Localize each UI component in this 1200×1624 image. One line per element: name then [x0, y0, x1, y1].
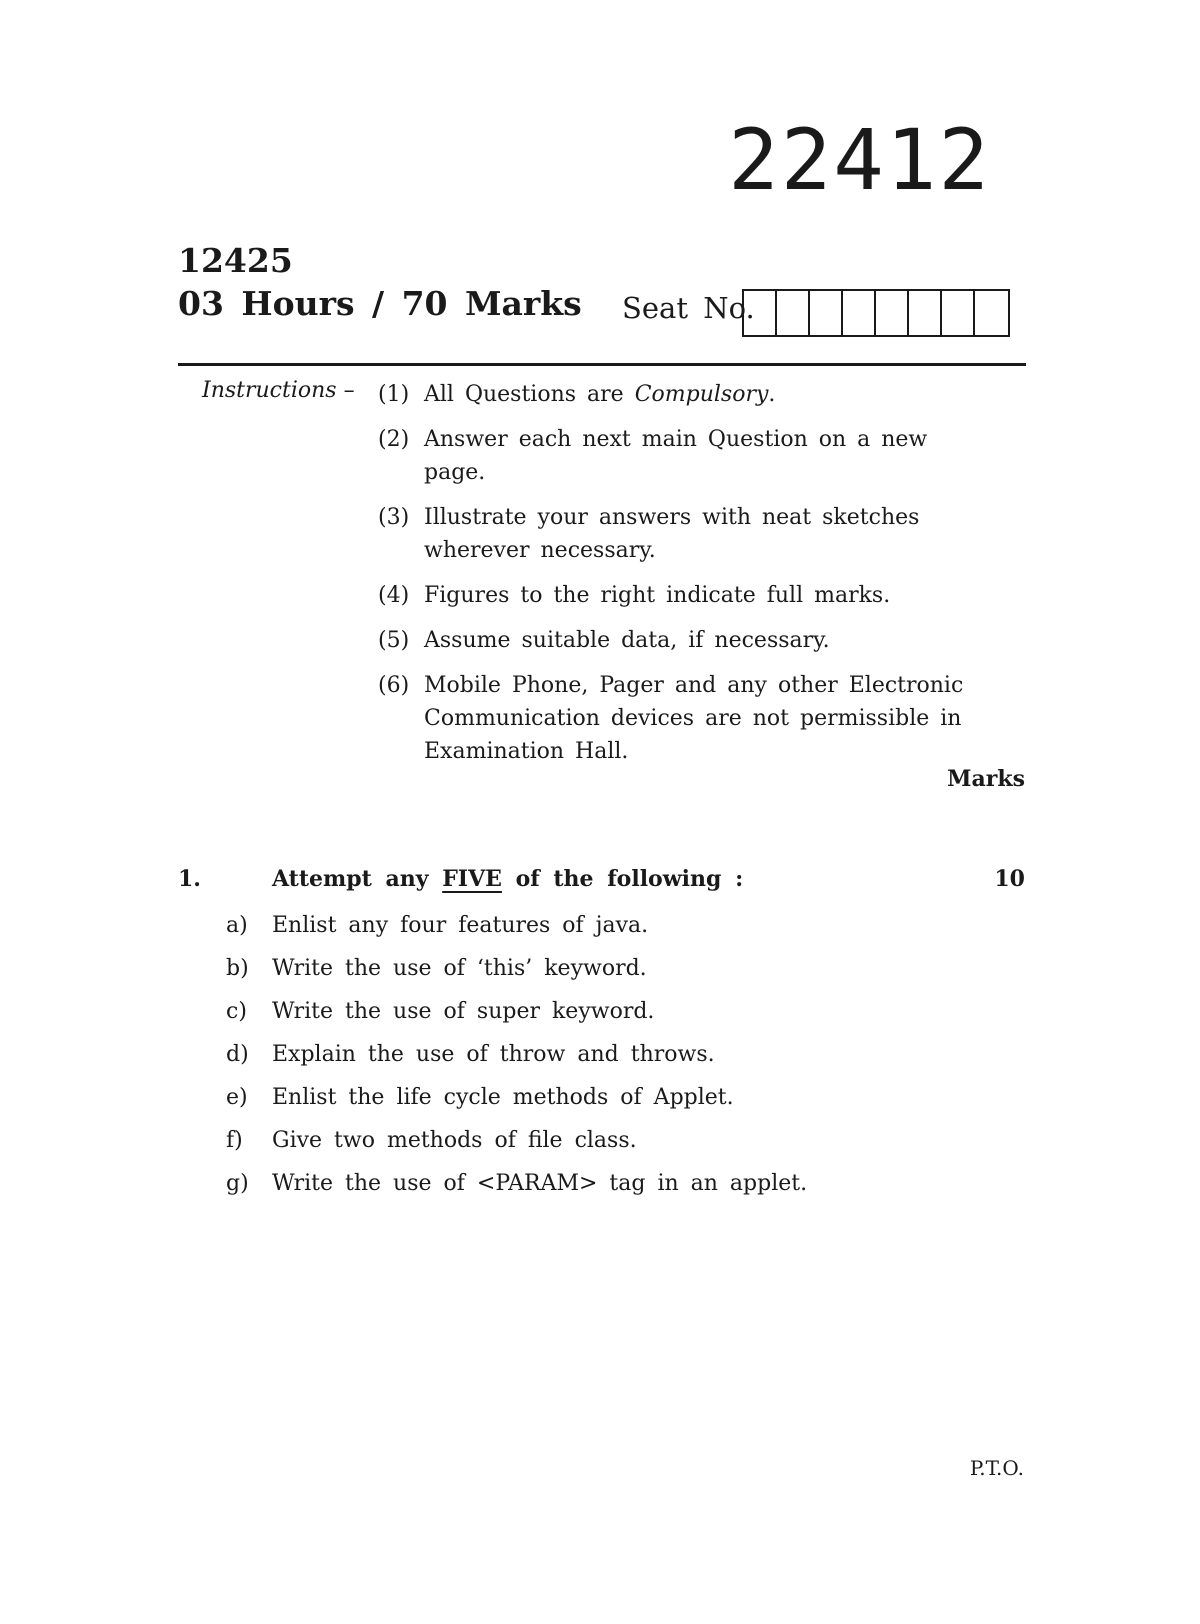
question-number: 1.: [178, 866, 201, 892]
part-text: Explain the use of throw and throws.: [272, 1042, 715, 1067]
instruction-text-part: All Questions are: [424, 382, 635, 407]
seat-box[interactable]: [843, 291, 876, 335]
part-label: f): [226, 1128, 243, 1153]
instruction-number: (4): [378, 583, 410, 608]
instructions-heading: Instructions –: [202, 378, 355, 403]
please-turn-over: P.T.O.: [969, 1456, 1024, 1480]
part-text: Write the use of super keyword.: [272, 999, 655, 1024]
question-title-part: of the following :: [501, 866, 744, 892]
instruction-text: Answer each next main Question on a new page.: [424, 427, 928, 485]
seat-box[interactable]: [942, 291, 975, 335]
part-label: c): [226, 999, 247, 1024]
instruction-text: Illustrate your answers with neat sketches wherever necessary.: [424, 505, 920, 563]
question-part: [226, 947, 986, 990]
instruction-text: [424, 378, 998, 411]
question-parts-list: [226, 904, 986, 1205]
instruction-item: [378, 501, 998, 567]
seat-box[interactable]: [744, 291, 777, 335]
question-part: [226, 1119, 986, 1162]
question-part: [226, 904, 986, 947]
instruction-number: (3): [378, 505, 410, 530]
header-divider: [178, 363, 1026, 366]
part-text: Write the use of <PARAM> tag in an applet.: [272, 1171, 808, 1196]
part-label: g): [226, 1171, 249, 1196]
question-title: [272, 868, 743, 890]
instruction-item: [378, 669, 998, 768]
question-title-part: Attempt any: [272, 866, 443, 892]
instruction-item: [378, 579, 998, 612]
instruction-item: [378, 378, 998, 411]
question-part: [226, 1162, 986, 1205]
seat-number-boxes[interactable]: [742, 289, 1010, 337]
subject-code: 22412: [728, 111, 991, 209]
seat-box[interactable]: [876, 291, 909, 335]
seat-number-label: Seat No.: [622, 291, 755, 325]
seat-box[interactable]: [975, 291, 1008, 335]
instruction-item: [378, 624, 998, 657]
paper-code: 12425: [178, 241, 293, 280]
part-label: e): [226, 1085, 248, 1110]
instruction-text-part: .: [768, 382, 776, 407]
question-part: [226, 990, 986, 1033]
seat-box[interactable]: [777, 291, 810, 335]
seat-box[interactable]: [810, 291, 843, 335]
part-text: Give two methods of file class.: [272, 1128, 637, 1153]
question-title-emphasis: FIVE: [442, 866, 502, 892]
part-text: Write the use of ‘this’ keyword.: [272, 956, 647, 981]
seat-box[interactable]: [909, 291, 942, 335]
part-label: d): [226, 1042, 249, 1067]
part-text: Enlist the life cycle methods of Applet.: [272, 1085, 734, 1110]
instruction-text: Mobile Phone, Pager and any other Electronic Communication devices are not permissible in Examination Hall.: [424, 673, 964, 764]
instructions-list: [378, 378, 998, 780]
instruction-text: Figures to the right indicate full marks.: [424, 583, 891, 608]
part-label: b): [226, 956, 249, 981]
instruction-text: Assume suitable data, if necessary.: [424, 628, 830, 653]
instruction-item: [378, 423, 998, 489]
part-label: a): [226, 913, 248, 938]
question-part: [226, 1033, 986, 1076]
duration-marks: 03 Hours / 70 Marks: [178, 284, 582, 323]
instruction-number: (5): [378, 628, 410, 653]
question-part: [226, 1076, 986, 1119]
instruction-number: (2): [378, 427, 410, 452]
marks-column-heading: Marks: [947, 766, 1025, 792]
part-text: Enlist any four features of java.: [272, 913, 649, 938]
question-marks: 10: [994, 866, 1025, 892]
instruction-emphasis: Compulsory: [634, 382, 769, 407]
instruction-number: (1): [378, 382, 410, 407]
instruction-number: (6): [378, 673, 410, 698]
